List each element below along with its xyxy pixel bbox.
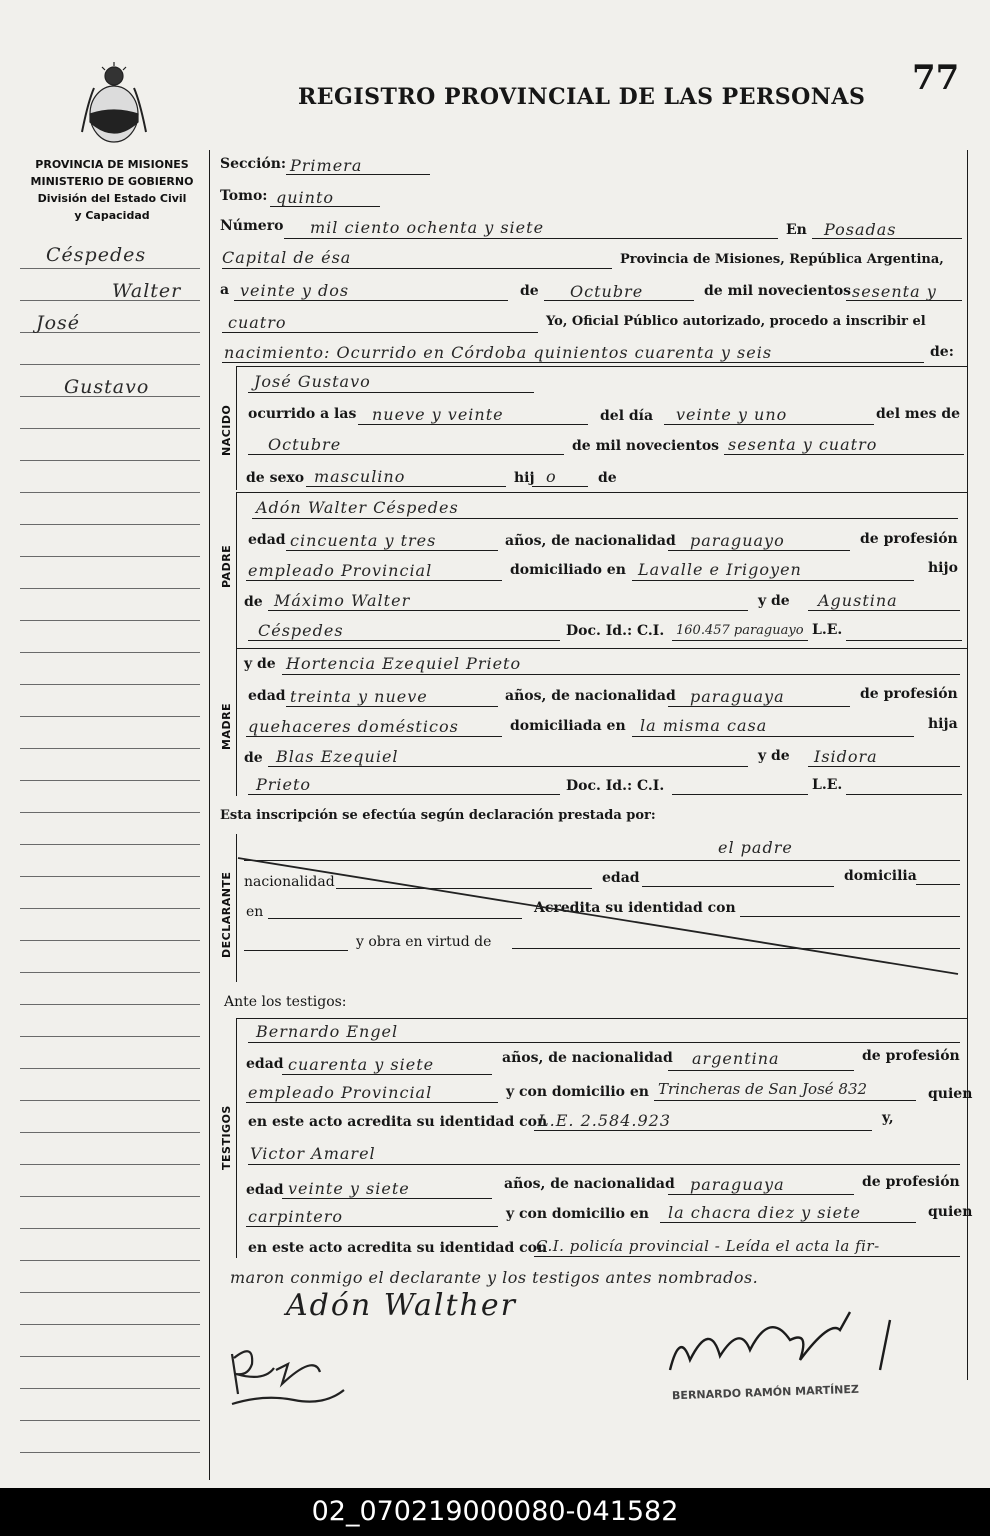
ocurrido-label: ocurrido a las: [248, 406, 357, 422]
oficial-label: Yo, Oficial Público autorizado, procedo a inscribir el: [546, 314, 926, 329]
margin-rule: [20, 716, 200, 717]
inscribir-line: [222, 362, 924, 363]
padre-madre-de: Agustina: [818, 591, 898, 610]
madre-y-de2-label: y de: [758, 748, 790, 764]
margin-note-gustavo: Gustavo: [64, 376, 150, 398]
madre-de-label: de: [244, 750, 263, 766]
testigo1-nacionalidad-line: [668, 1070, 854, 1071]
padre-madre-de-line: [808, 610, 960, 611]
margin-rule: [20, 652, 200, 653]
de2-label: de:: [930, 344, 954, 360]
madre-hija-label: hija: [928, 716, 958, 732]
mes-value: Octubre: [570, 282, 644, 301]
nacido-side-rule: [236, 366, 237, 490]
madre-domicilio-label: domiciliada en: [510, 718, 626, 734]
tomo-label: Tomo:: [220, 188, 268, 204]
dia-line: [234, 300, 508, 301]
org-line-capacity: y Capacidad: [74, 209, 150, 222]
declarante-domicilia-label: domicilia: [844, 868, 917, 884]
provincia-label: Provincia de Misiones, República Argentina,: [620, 252, 944, 267]
padre-side-rule: [236, 492, 237, 648]
padre-nacionalidad: paraguayo: [690, 531, 785, 550]
madre-madre-de-line: [808, 766, 960, 767]
madre-domicilio-line: [632, 736, 914, 737]
madre-profesion: quehaceres domésticos: [248, 717, 459, 736]
padre-hijo-label: hijo: [928, 560, 958, 576]
margin-rule: [20, 812, 200, 813]
padre-profesion: empleado Provincial: [248, 561, 433, 580]
padre-doc-line: [672, 640, 808, 641]
padre-y-de-label: y de: [758, 593, 790, 609]
testigo1-doc: L.E. 2.584.923: [538, 1111, 671, 1130]
hij-suffix: o: [546, 467, 557, 486]
madre-le-line: [846, 794, 962, 795]
madre-apellido-line: [248, 794, 560, 795]
testigo1-nombre: Bernardo Engel: [256, 1022, 399, 1041]
testigo1-domicilio-line: [654, 1100, 916, 1101]
testigo1-doc-line: [534, 1130, 872, 1131]
testigo1-edad-label: edad: [246, 1056, 284, 1072]
madre-doc-line: [672, 794, 808, 795]
padre-edad-label: edad: [248, 532, 286, 548]
madre-anios-label: años, de nacionalidad: [505, 688, 676, 704]
nacido-mil-label: de mil novecientos: [572, 438, 720, 454]
testigos-section-label: TESTIGOS: [220, 1105, 233, 1170]
org-line-division: División del Estado Civil: [37, 192, 187, 205]
madre-padre-de: Blas Ezequiel: [276, 747, 399, 766]
margin-rule: [20, 460, 200, 461]
declarante-nombre: el padre: [718, 838, 793, 857]
padre-anios-label: años, de nacionalidad: [505, 533, 676, 549]
margin-rule: [20, 428, 200, 429]
madre-le-label: L.E.: [812, 777, 843, 793]
testigo1-y-label: y,: [882, 1110, 894, 1126]
nacido-mes-line: [248, 454, 564, 455]
testigo2-nacionalidad: paraguaya: [690, 1175, 785, 1194]
dia-value: veinte y dos: [240, 281, 350, 300]
en-label: En: [786, 222, 807, 238]
testigo2-domicilio-label: y con domicilio en: [506, 1206, 649, 1222]
padre-doc-label: Doc. Id.: C.I.: [566, 623, 665, 639]
margin-note-walter: Walter: [112, 280, 182, 302]
testigo2-edad-line: [282, 1198, 492, 1199]
madre-edad: treinta y nueve: [290, 687, 428, 706]
padre-domicilio-line: [632, 580, 914, 581]
madre-y-de-label: y de: [244, 656, 276, 672]
nacido-mes: Octubre: [268, 435, 342, 454]
nacido-sexo: masculino: [314, 467, 406, 486]
right-border: [967, 150, 968, 1380]
madre-side-rule: [236, 648, 237, 796]
seccion-label: Sección:: [220, 156, 287, 172]
madre-edad-line: [286, 706, 498, 707]
testigo2-profesion: carpintero: [248, 1207, 343, 1226]
nacido-de-label: de: [598, 470, 617, 486]
declaracion-text: Esta inscripción se efectúa según declaración prestada por:: [220, 808, 656, 823]
padre-profesion-label: de profesión: [860, 531, 958, 547]
margin-rule: [20, 908, 200, 909]
padre-doc: 160.457 paraguayo: [676, 623, 804, 638]
testigo1-acredita-label: en este acto acredita su identidad con: [248, 1114, 548, 1130]
nacido-anio-line: [724, 454, 964, 455]
margin-rule: [20, 844, 200, 845]
margin-rule: [20, 1420, 200, 1421]
declarante-edad-label: edad: [602, 870, 640, 886]
testigo2-nombre: Victor Amarel: [250, 1144, 376, 1163]
margin-rule: [20, 1292, 200, 1293]
testigo2-doc-line: [534, 1256, 960, 1257]
margin-rule: [20, 780, 200, 781]
nacido-dia-line: [664, 424, 874, 425]
madre-profesion-line: [246, 736, 502, 737]
madre-nombre: Hortencia Ezequiel Prieto: [286, 654, 522, 673]
nacido-hora: nueve y veinte: [372, 405, 504, 424]
margin-rule: [20, 876, 200, 877]
de-label: de: [520, 283, 539, 299]
margin-rule: [20, 972, 200, 973]
margin-rule: [20, 1452, 200, 1453]
madre-profesion-label: de profesión: [860, 686, 958, 702]
madre-edad-label: edad: [248, 688, 286, 704]
page-number: 77: [912, 58, 960, 98]
testigo1-nacionalidad: argentina: [692, 1049, 780, 1068]
declarante-section-label: DECLARANTE: [220, 871, 233, 958]
closing-text: maron conmigo el declarante y los testigos antes nombrados.: [230, 1268, 759, 1287]
padre-nombre-line: [252, 518, 958, 519]
margin-rule: [20, 1388, 200, 1389]
anio-b-line: [222, 332, 538, 333]
testigo2-domicilio: la chacra diez y siete: [668, 1203, 861, 1222]
numero-value: mil ciento ochenta y siete: [310, 218, 545, 237]
sexo-label: de sexo: [246, 470, 305, 486]
padre-de-label: de: [244, 594, 263, 610]
margin-rule: [20, 748, 200, 749]
numero-line: [284, 238, 778, 239]
declarante-obra-label: y obra en virtud de: [356, 934, 492, 950]
margin-rule: [20, 620, 200, 621]
margin-rule: [20, 1068, 200, 1069]
testigo1-domicilio-label: y con domicilio en: [506, 1084, 649, 1100]
padre-le-label: L.E.: [812, 622, 843, 638]
margin-rule: [20, 1324, 200, 1325]
nacido-section-label: NACIDO: [220, 404, 233, 456]
testigo1-edad: cuarenta y siete: [288, 1055, 435, 1074]
org-line-province: PROVINCIA DE MISIONES: [35, 158, 189, 171]
anio-value-a: sesenta y: [852, 282, 937, 301]
padre-nacionalidad-line: [668, 550, 850, 551]
madre-nombre-line: [282, 674, 960, 675]
padre-domicilio: Lavalle e Irigoyen: [638, 560, 802, 579]
testigo2-edad: veinte y siete: [288, 1179, 410, 1198]
margin-rule: [20, 1228, 200, 1229]
margin-rule: [20, 684, 200, 685]
testigo2-edad-label: edad: [246, 1182, 284, 1198]
margin-rule: [20, 1132, 200, 1133]
testigo2-acredita-label: en este acto acredita su identidad con: [248, 1240, 548, 1256]
inscribir-value: nacimiento: Ocurrido en Córdoba quinientos cuarenta y seis: [224, 343, 773, 362]
padre-section-label: PADRE: [220, 544, 233, 588]
margin-rule: [20, 556, 200, 557]
madre-padre-de-line: [268, 766, 748, 767]
page-title: REGISTRO PROVINCIAL DE LAS PERSONAS: [298, 84, 866, 110]
margin-rule: [20, 1004, 200, 1005]
margin-rule: [20, 588, 200, 589]
declarante-nacionalidad-label: nacionalidad: [244, 874, 335, 890]
hij-label: hij: [514, 470, 535, 486]
declarante-acredita-label: Acredita su identidad con: [534, 900, 736, 916]
madre-top-rule: [236, 648, 967, 649]
padre-madre-apellido: Céspedes: [258, 621, 344, 640]
madre-doc-label: Doc. Id.: C.I.: [566, 778, 665, 794]
margin-note-jose: José: [36, 312, 81, 334]
testigos-top-rule: [236, 1018, 967, 1019]
declarante-signature: Adón Walther: [286, 1288, 517, 1323]
numero-label: Número: [220, 218, 284, 234]
del-mes-label: del mes de: [876, 406, 961, 422]
testigos-intro: Ante los testigos:: [224, 994, 347, 1010]
org-line-ministry: MINISTERIO DE GOBIERNO: [30, 175, 194, 188]
nacido-anio: sesenta y cuatro: [728, 435, 878, 454]
testigo2-doc: C.I. policía provincial - Leída el acta la fir-: [536, 1237, 880, 1255]
witness-signature-scribble-icon: [224, 1334, 374, 1424]
madre-domicilio: la misma casa: [640, 716, 768, 735]
margin-rule: [20, 1100, 200, 1101]
capital-line: [222, 268, 612, 269]
official-signature-scribble-icon: [650, 1300, 930, 1390]
nacido-top-rule: [236, 366, 967, 367]
nacido-nombre-line: [248, 392, 534, 393]
padre-le-line: [846, 640, 962, 641]
nacido-nombre: José Gustavo: [254, 372, 371, 391]
margin-rule: [20, 268, 200, 269]
margin-rule: [20, 1164, 200, 1165]
testigo1-profesion-label: de profesión: [862, 1048, 960, 1064]
madre-madre-apellido: Prieto: [256, 775, 312, 794]
anio-value-b: cuatro: [228, 313, 287, 332]
madre-section-label: MADRE: [220, 702, 233, 750]
margin-rule: [20, 364, 200, 365]
padre-edad-line: [286, 550, 498, 551]
padre-padre-de: Máximo Walter: [274, 591, 411, 610]
testigo1-edad-line: [282, 1074, 492, 1075]
del-dia-label: del día: [600, 408, 654, 424]
mil-novecientos-label: de mil novecientos: [704, 283, 852, 299]
document-id-footer: 02_070219000080-041582: [0, 1488, 990, 1536]
margin-rule: [20, 1260, 200, 1261]
padre-padre-de-line: [268, 610, 748, 611]
margin-rule: [20, 1036, 200, 1037]
hij-line: [532, 486, 588, 487]
padre-edad: cincuenta y tres: [290, 531, 437, 550]
padre-apellido-line: [248, 640, 560, 641]
sexo-line: [306, 486, 506, 487]
testigo2-domicilio-line: [660, 1222, 916, 1223]
testigo2-profesion-label: de profesión: [862, 1174, 960, 1190]
org-block: [14, 156, 210, 224]
padre-domicilio-label: domiciliado en: [510, 562, 626, 578]
a-label: a: [220, 282, 230, 298]
testigo1-nombre-line: [248, 1042, 960, 1043]
testigo1-domicilio: Trincheras de San José 832: [658, 1080, 868, 1098]
margin-rule: [20, 1196, 200, 1197]
en-value: Posadas: [824, 220, 897, 239]
padre-nombre: Adón Walter Céspedes: [256, 498, 459, 517]
margin-rule: [20, 1356, 200, 1357]
margin-note-surname: Céspedes: [46, 244, 147, 266]
margin-rule: [20, 524, 200, 525]
padre-profesion-line: [246, 580, 502, 581]
madre-nacionalidad-line: [668, 706, 850, 707]
tomo-value: quinto: [276, 188, 335, 207]
margin-rule: [20, 940, 200, 941]
declarante-en-label: en: [246, 904, 264, 920]
testigo1-quien-label: quien: [928, 1086, 973, 1102]
margin-rule: [20, 492, 200, 493]
testigos-side-rule: [236, 1018, 237, 1258]
madre-nacionalidad: paraguaya: [690, 687, 785, 706]
testigo2-quien-label: quien: [928, 1204, 973, 1220]
padre-top-rule: [236, 492, 967, 493]
testigo2-profesion-line: [246, 1226, 498, 1227]
testigo2-nombre-line: [248, 1164, 960, 1165]
argentina-coat-of-arms-icon: [74, 62, 154, 148]
testigo1-anios-label: años, de nacionalidad: [502, 1050, 673, 1066]
hora-line: [358, 424, 588, 425]
official-stamp: BERNARDO RAMÓN MARTÍNEZ: [671, 1382, 860, 1403]
testigo1-profesion: empleado Provincial: [248, 1083, 433, 1102]
margin-divider: [209, 150, 210, 1480]
testigo2-nacionalidad-line: [668, 1194, 854, 1195]
testigo1-profesion-line: [246, 1102, 498, 1103]
testigo2-anios-label: años, de nacionalidad: [504, 1176, 675, 1192]
declarante-void-strike: [236, 856, 966, 978]
capital-value: Capital de ésa: [222, 248, 352, 267]
seccion-value: Primera: [290, 156, 363, 175]
nacido-dia: veinte y uno: [676, 405, 788, 424]
madre-madre-de: Isidora: [814, 747, 878, 766]
